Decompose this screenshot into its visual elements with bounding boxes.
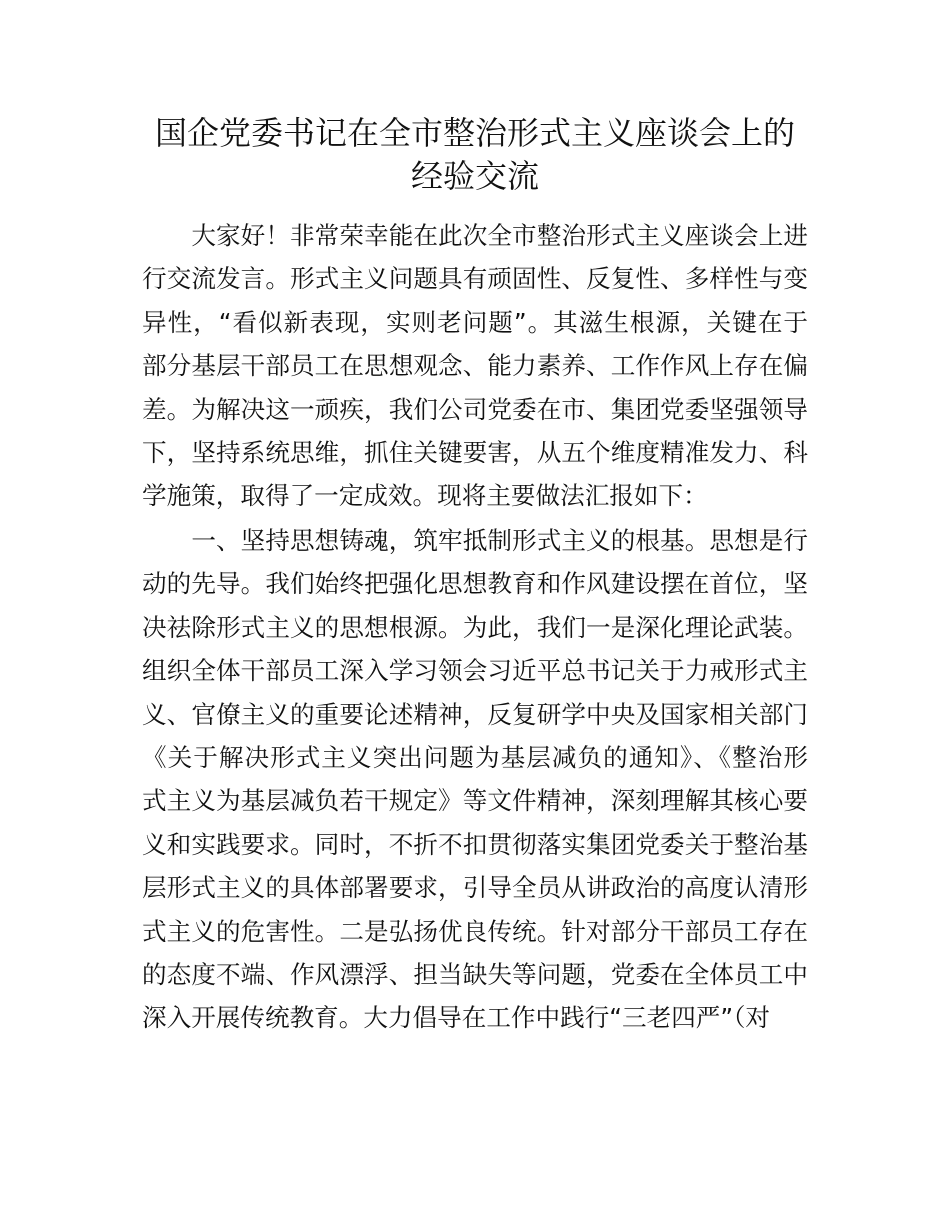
text-line: 层形式主义的具体部署要求，引导全员从讲政治的高度认清形 (142, 873, 808, 903)
text-line: 差。为解决这一顽疾，我们公司党委在市、集团党委坚强领导 (142, 394, 808, 424)
text-line: 义和实践要求。同时，不折不扣贯彻落实集团党委关于整治基 (142, 829, 808, 859)
text-line: 《关于解决形式主义突出问题为基层减负的通知》、《整治形 (142, 742, 808, 772)
document-title (100, 112, 850, 198)
text-line: 深入开展传统教育。大力倡导在工作中践行“三老四严”（对 (142, 1003, 771, 1033)
text-line: 部分基层干部员工在思想观念、能力素养、工作作风上存在偏 (142, 351, 808, 381)
paragraph-section-one (142, 519, 808, 1040)
title-line: 国企党委书记在全市整治形式主义座谈会上的 (154, 114, 795, 152)
text-line: 一、坚持思想铸魂，筑牢抵制形式主义的根基。思想是行 (142, 526, 808, 555)
text-line: 式主义的危害性。二是弘扬优良传统。针对部分干部员工存在 (142, 916, 808, 946)
text-line: 异性，“看似新表现，实则老问题”。其滋生根源，关键在于 (142, 307, 808, 337)
text-line: 决祛除形式主义的思想根源。为此，我们一是深化理论武装。 (142, 612, 808, 642)
text-line: 下，坚持系统思维，抓住关键要害，从五个维度精准发力、科 (142, 437, 808, 467)
text-line: 大家好！非常荣幸能在此次全市整治形式主义座谈会上进 (142, 221, 808, 250)
title-line: 经验交流 (410, 157, 539, 195)
text-line: 式主义为基层减负若干规定》等文件精神，深刻理解其核心要 (142, 786, 808, 816)
text-line: 义、官僚主义的重要论述精神，反复研学中央及国家相关部门 (142, 699, 808, 729)
paragraph-intro (142, 214, 808, 518)
text-line: 的态度不端、作风漂浮、担当缺失等问题，党委在全体员工中 (142, 959, 808, 989)
text-line: 学施策，取得了一定成效。现将主要做法汇报如下： (142, 481, 708, 511)
text-line: 组织全体干部员工深入学习领会习近平总书记关于力戒形式主 (142, 656, 808, 686)
text-line: 行交流发言。形式主义问题具有顽固性、反复性、多样性与变 (142, 264, 808, 294)
text-line: 动的先导。我们始终把强化思想教育和作风建设摆在首位，坚 (142, 569, 808, 599)
